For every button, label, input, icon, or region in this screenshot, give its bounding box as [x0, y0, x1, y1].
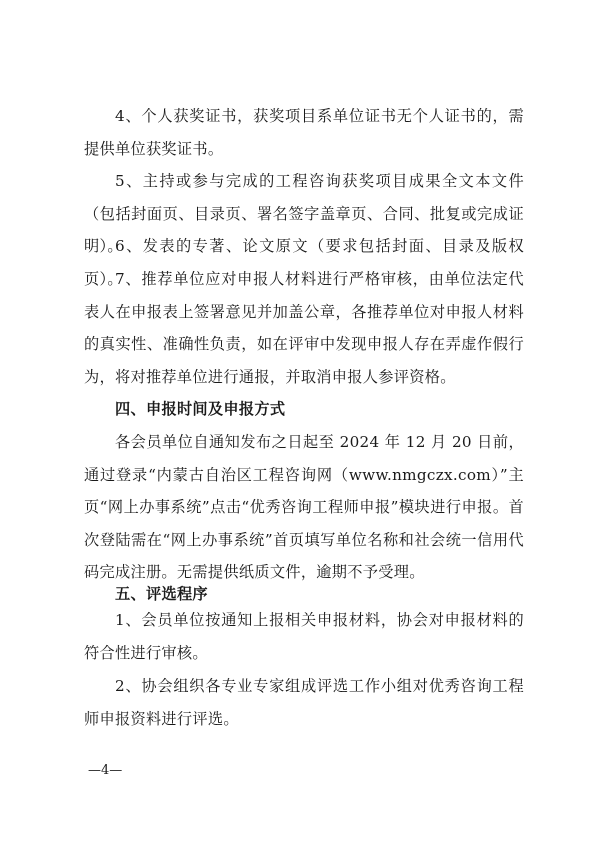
- paragraph-item-5: 5、主持或参与完成的工程咨询获奖项目成果全文本文件（包括封面页、目录页、署名签字盖章页、合同、批复或完成证明）。: [84, 172, 524, 255]
- page-number: —4—: [88, 763, 123, 778]
- section-5-item-1: 1、会员单位按通知上报相关申报材料，协会对申报材料的符合性进行审核。: [84, 611, 524, 662]
- section-4-body: 各会员单位自通知发布之日起至 2024 年 12 月 20 日前，通过登录“内蒙古自治区工程咨询网（www.nmgczx.com）”主页“网上办事系统”点击“优秀咨询工程师申报”模块进行申报。首次登陆需在“网上办事系统”首页填写单位名称和社会统一信用代码完成注册。无需提供纸质文件，逾期不予受理。: [84, 433, 524, 581]
- paragraph-item-4: 4、个人获奖证书，获奖项目系单位证书无个人证书的，需提供单位获奖证书。: [84, 107, 524, 158]
- section-5-heading: 五、评选程序: [115, 585, 208, 603]
- paragraph-item-6: 6、发表的专著、论文原文（要求包括封面、目录及版权页）。: [84, 237, 524, 288]
- section-5-item-2: 2、协会组织各专业专家组成评选工作小组对优秀咨询工程师申报资料进行评选。: [84, 677, 524, 728]
- section-4-heading: 四、申报时间及申报方式: [115, 400, 286, 418]
- paragraph-item-7: 7、推荐单位应对申报人材料进行严格审核，由单位法定代表人在申报表上签署意见并加盖公章，各推荐单位对申报人材料的真实性、准确性负责，如在评审中发现申报人存在弄虚作假行为，将对推荐单位进行通报，并取消申报人参评资格。: [84, 270, 524, 386]
